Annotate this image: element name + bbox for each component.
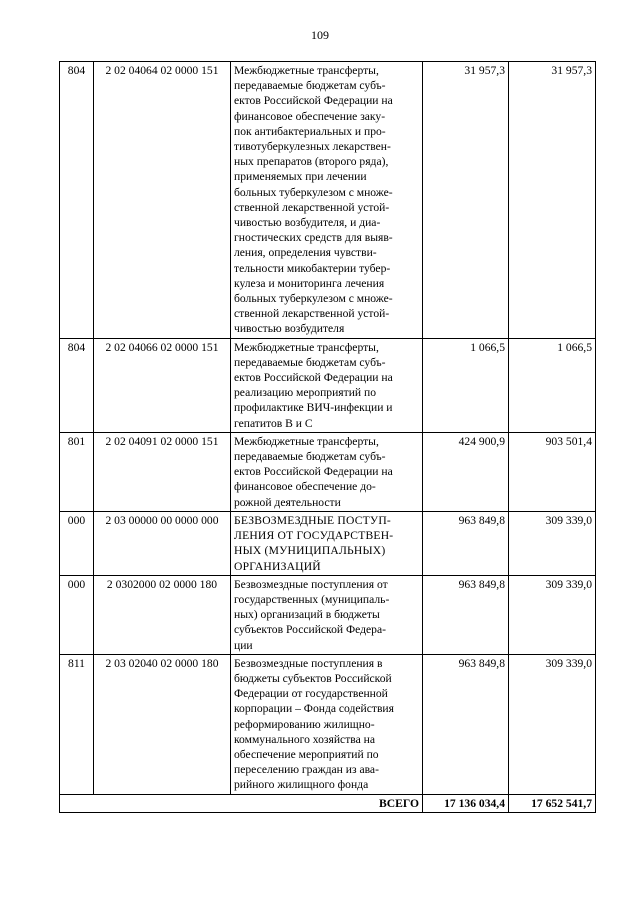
admin-code-cell: 000 (60, 575, 94, 654)
amount-year1-cell: 963 849,8 (423, 654, 509, 794)
budget-classification-code-cell: 2 0302000 02 0000 180 (94, 575, 231, 654)
table-row (60, 62, 596, 339)
page-number: 109 (311, 28, 329, 42)
budget-classification-code-cell: 2 02 04066 02 0000 151 (94, 338, 231, 432)
admin-code-cell: 811 (60, 654, 94, 794)
budget-classification-code-cell: 2 02 04064 02 0000 151 (94, 62, 231, 339)
amount-year2-cell: 1 066,5 (509, 338, 596, 432)
table-row (60, 432, 596, 511)
table-row (60, 338, 596, 432)
amount-year2-cell: 309 339,0 (509, 575, 596, 654)
revenue-name-cell: Безвозмездные поступления от государственных (муниципаль- ных) организаций в бюджеты субъектов Российской Федера- ции (231, 575, 423, 654)
amount-year1-cell: 424 900,9 (423, 432, 509, 511)
revenue-name-cell: Межбюджетные трансферты, передаваемые бюджетам субъ- ектов Российской Федерации на финансовое обеспечение до- рожной деятельности (231, 432, 423, 511)
table-row (60, 654, 596, 794)
admin-code-cell: 804 (60, 338, 94, 432)
budget-classification-code-cell: 2 02 04091 02 0000 151 (94, 432, 231, 511)
amount-year1-cell: 1 066,5 (423, 338, 509, 432)
amount-year2-cell: 309 339,0 (509, 654, 596, 794)
budget-revenue-table (59, 61, 596, 813)
admin-code-cell: 801 (60, 432, 94, 511)
total-year1-cell: 17 136 034,4 (423, 794, 509, 812)
total-year2-cell: 17 652 541,7 (509, 794, 596, 812)
amount-year2-cell: 309 339,0 (509, 511, 596, 575)
budget-classification-code-cell: 2 03 00000 00 0000 000 (94, 511, 231, 575)
table-row (60, 511, 596, 575)
budget-classification-code-cell: 2 03 02040 02 0000 180 (94, 654, 231, 794)
amount-year1-cell: 31 957,3 (423, 62, 509, 339)
table-row (60, 575, 596, 654)
total-row (60, 794, 596, 812)
revenue-name-cell: БЕЗВОЗМЕЗДНЫЕ ПОСТУП- ЛЕНИЯ ОТ ГОСУДАРСТВЕН- НЫХ (МУНИЦИПАЛЬНЫХ) ОРГАНИЗАЦИЙ (231, 511, 423, 575)
amount-year1-cell: 963 849,8 (423, 575, 509, 654)
revenue-name-cell: Межбюджетные трансферты, передаваемые бюджетам субъ- ектов Российской Федерации на финансовое обеспечение заку- пок антибактериальных и про- тивотуберкулезных лекарствен- ных препаратов (второго ряда), применяемых при лечении больных туберкулезом с множе- ственной лекарственной устой- чивостью возбудителя, и диа- гностических средств для выяв- ления, определения чувстви- тельности микобактерии тубер- кулеза и мониторинга лечения больных туберкулезом с множе- ственной лекарственной устой- чивостью возбудителя (231, 62, 423, 339)
amount-year2-cell: 31 957,3 (509, 62, 596, 339)
admin-code-cell: 000 (60, 511, 94, 575)
amount-year2-cell: 903 501,4 (509, 432, 596, 511)
revenue-name-cell: Межбюджетные трансферты, передаваемые бюджетам субъ- ектов Российской Федерации на реализацию мероприятий по профилактике ВИЧ-инфекции и гепатитов В и С (231, 338, 423, 432)
amount-year1-cell: 963 849,8 (423, 511, 509, 575)
total-label: ВСЕГО (60, 794, 423, 812)
admin-code-cell: 804 (60, 62, 94, 339)
revenue-name-cell: Безвозмездные поступления в бюджеты субъектов Российской Федерации от государственной корпорации – Фонда содействия реформированию жилищно- коммунального хозяйства на обеспечение мероприятий по переселению граждан из ава- рийного жилищного фонда (231, 654, 423, 794)
